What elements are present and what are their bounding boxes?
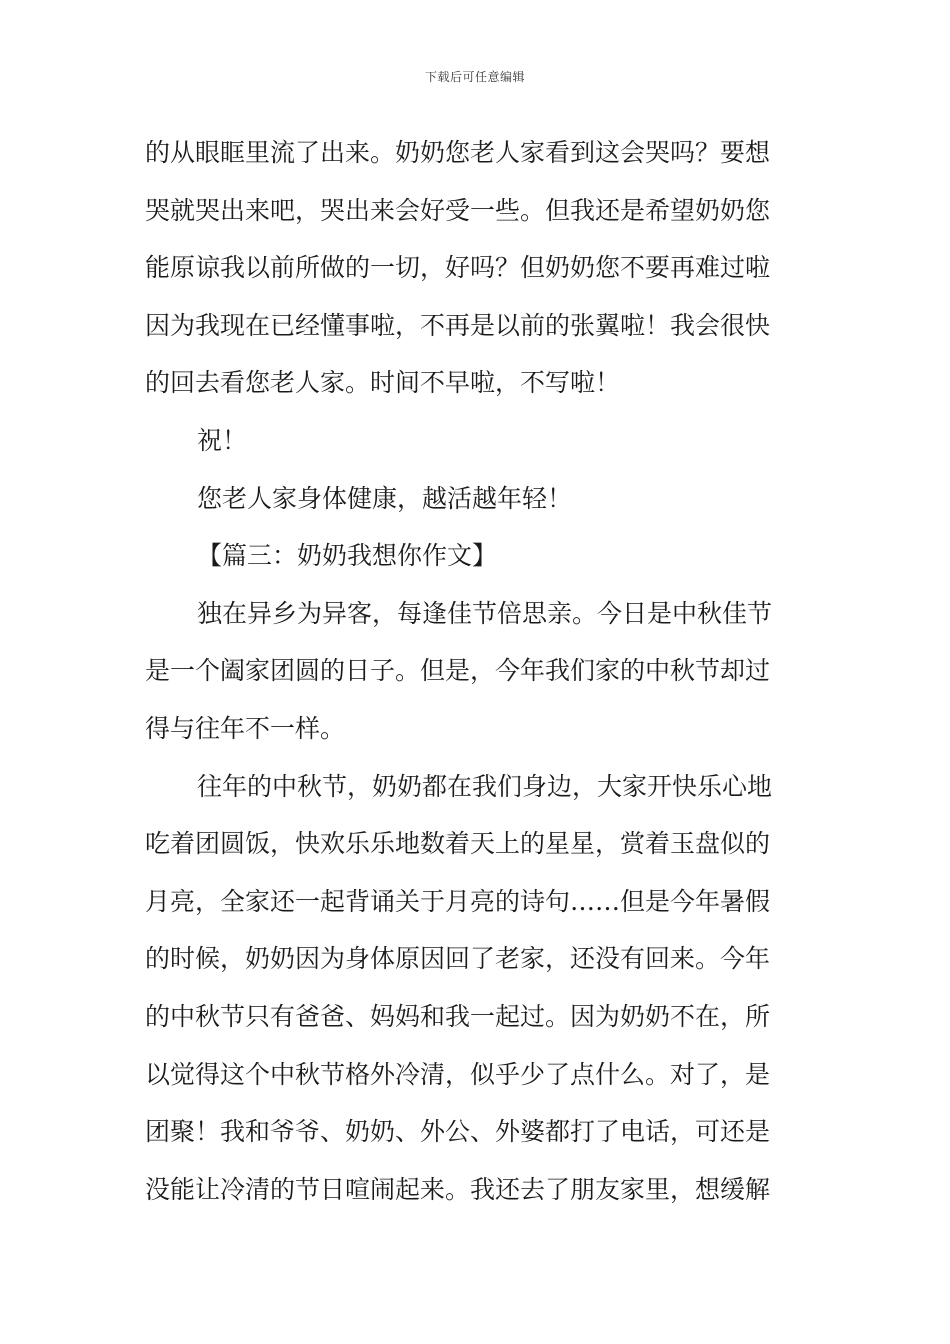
text-line: 的从眼眶里流了出来。奶奶您老人家看到这会哭吗？要想 xyxy=(145,138,771,167)
text-line: 哭就哭出来吧，哭出来会好受一些。但我还是希望奶奶您 xyxy=(145,195,771,225)
text-line: 因为我现在已经懂事啦，不再是以前的张翼啦！我会很快 xyxy=(145,310,771,340)
text-line: 得与往年不一样。 xyxy=(145,713,346,743)
text-line: 团聚！我和爷爷、奶奶、外公、外婆都打了电话，可还是 xyxy=(145,1117,771,1147)
text-line: 以觉得这个中秋节格外冷清，似乎少了点什么。对了，是 xyxy=(145,1059,771,1089)
text-line: 的回去看您老人家。时间不早啦，不写啦！ xyxy=(145,368,621,398)
text-line: 没能让冷清的节日喧闹起来。我还去了朋友家里，想缓解 xyxy=(145,1174,771,1204)
page-header: 下载后可任意编辑 xyxy=(424,70,525,84)
paragraph-start-line: 往年的中秋节，奶奶都在我们身边，大家开快乐心地 xyxy=(197,771,773,801)
text-line: 是一个阖家团圆的日子。但是，今年我们家的中秋节却过 xyxy=(145,656,771,686)
text-line: 月亮，全家还一起背诵关于月亮的诗句……但是今年暑假 xyxy=(145,886,771,916)
text-line: 吃着团圆饭，快欢乐乐地数着天上的星星，赏着玉盘似的 xyxy=(145,829,771,859)
document-body xyxy=(145,124,810,1218)
text-line: 的中秋节只有爸爸、妈妈和我一起过。因为奶奶不在，所 xyxy=(145,1001,771,1031)
wish-line: 您老人家身体健康，越活越年轻！ xyxy=(197,483,573,513)
section-heading: 【篇三：奶奶我想你作文】 xyxy=(197,541,498,571)
greeting-line: 祝！ xyxy=(197,425,248,455)
paragraph-start-line: 独在异乡为异客，每逢佳节倍思亲。今日是中秋佳节 xyxy=(197,598,773,628)
text-line: 的时候，奶奶因为身体原因回了老家，还没有回来。今年 xyxy=(145,944,771,974)
text-line: 能原谅我以前所做的一切，好吗？但奶奶您不要再难过啦 xyxy=(145,253,771,283)
